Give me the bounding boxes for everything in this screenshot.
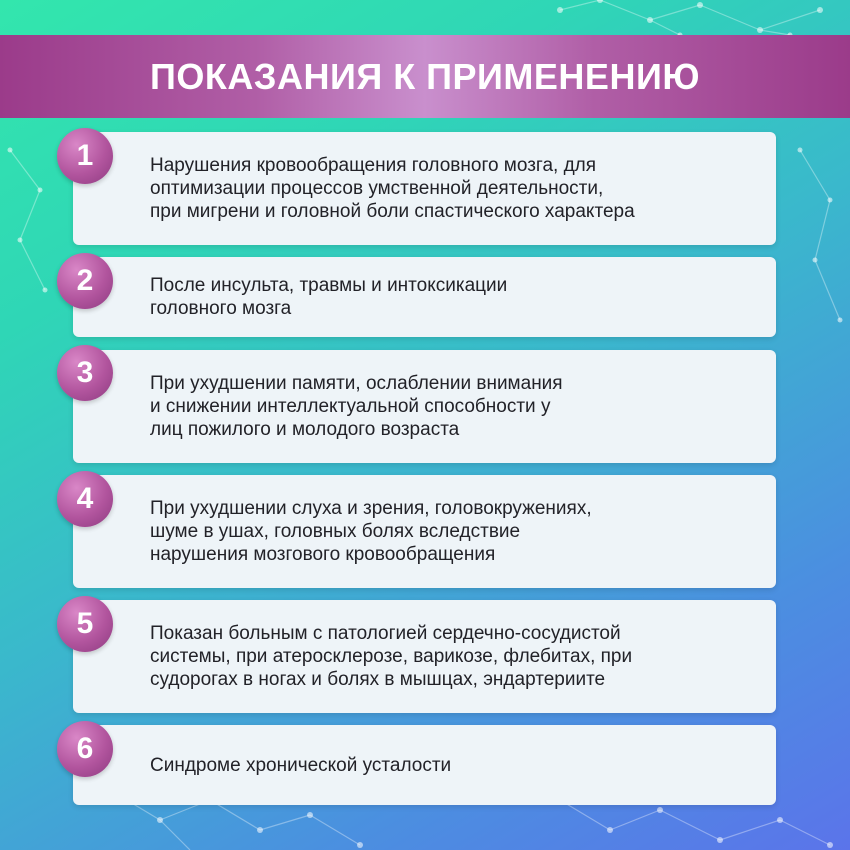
number-badge-6 — [57, 721, 113, 777]
number-badge-1 — [57, 128, 113, 184]
indication-card-3 — [73, 350, 776, 463]
indication-card-6 — [73, 725, 776, 805]
number-badge-3 — [57, 345, 113, 401]
badge-number: 5 — [76, 607, 94, 640]
page-title: ПОКАЗАНИЯ К ПРИМЕНЕНИЮ — [150, 55, 700, 97]
indication-text: При ухудшении слуха и зрения, головокружениях, шуме в ушах, головных болях вследствие нарушения мозгового кровообращения — [150, 498, 592, 565]
number-badge-2 — [57, 253, 113, 309]
indication-card-4 — [73, 475, 776, 588]
number-badge-4 — [57, 471, 113, 527]
indication-text: После инсульта, травмы и интоксикации головного мозга — [150, 275, 508, 319]
indication-text: Нарушения кровообращения головного мозга, для оптимизации процессов умственной деятельности, при мигрени и головной боли спастического характера — [150, 155, 635, 222]
badge-number: 1 — [76, 139, 94, 172]
badge-number: 4 — [76, 482, 94, 515]
title-banner — [0, 35, 850, 118]
indication-card-5 — [73, 600, 776, 713]
badge-number: 3 — [76, 356, 94, 389]
badge-number: 6 — [76, 732, 94, 765]
indication-text: При ухудшении памяти, ослаблении внимания и снижении интеллектуальной способности у лиц пожилого и молодого возраста — [150, 373, 563, 440]
number-badge-5 — [57, 596, 113, 652]
indication-text: Показан больным с патологией сердечно-сосудистой системы, при атеросклерозе, варикозе, флебитах, при судорогах в ногах и болях в мышцах, эндартериите — [150, 623, 633, 690]
badge-number: 2 — [76, 264, 94, 297]
indication-text: Синдроме хронической усталости — [150, 754, 452, 776]
indication-card-2 — [73, 257, 776, 337]
indication-card-1 — [73, 132, 776, 245]
